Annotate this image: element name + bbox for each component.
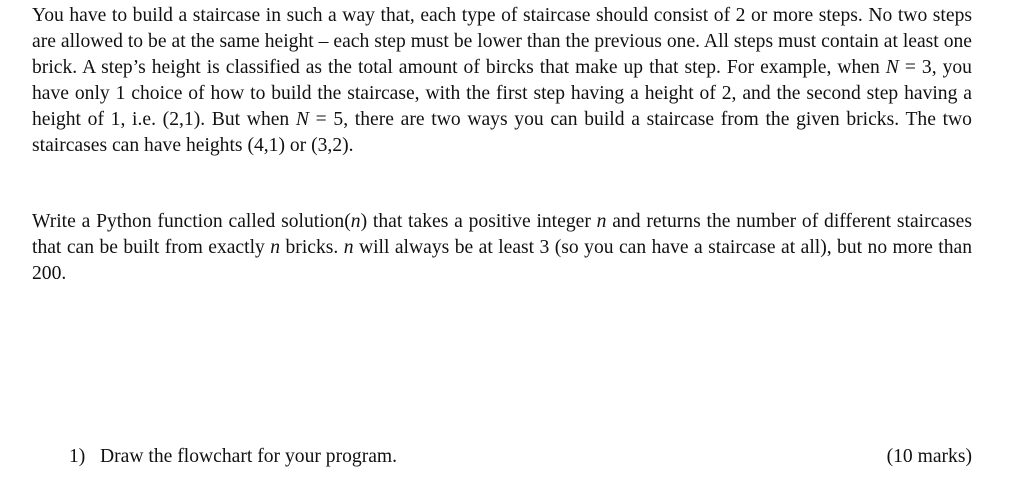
math-variable-n: n bbox=[596, 211, 607, 232]
question-number: 1) bbox=[69, 446, 86, 467]
question-text: Draw the flowchart for your program. bbox=[100, 446, 398, 467]
math-variable-n: n bbox=[343, 237, 354, 258]
task-description-paragraph bbox=[32, 209, 972, 287]
math-variable-N: N bbox=[295, 109, 309, 130]
math-variable-N: N bbox=[885, 57, 899, 78]
problem-text: = 3, you have only 1 choice of how to build the staircase, with the first step having a height of 2, and the second step having a height of 1, i.e. (2,1). But when bbox=[32, 57, 972, 130]
problem-statement-paragraph bbox=[32, 3, 972, 159]
task-text: and returns the number of different staircases that can be built from exactly bbox=[32, 211, 972, 258]
task-text: ) that takes a positive integer bbox=[360, 211, 597, 232]
task-text: bricks. bbox=[280, 237, 344, 258]
task-text: Write a Python function called solution( bbox=[32, 211, 351, 232]
math-variable-n: n bbox=[350, 211, 361, 232]
task-text: will always be at least 3 (so you can have a staircase at all), but no more than 200. bbox=[32, 237, 972, 284]
problem-text: You have to build a staircase in such a way that, each type of staircase should consist of 2 or more steps. No two steps are allowed to be at the same height – each step must be lower than the previous one. All steps must contain at least one brick. A step’s height is classified as the total amount of bircks that make up that step. For example, when bbox=[32, 5, 972, 78]
question-marks: (10 marks) bbox=[886, 446, 972, 467]
math-variable-n: n bbox=[270, 237, 281, 258]
problem-text: = 5, there are two ways you can build a staircase from the given bricks. The two staircases can have heights (4,1) or (3,2). bbox=[32, 109, 972, 156]
question-row bbox=[69, 444, 972, 470]
